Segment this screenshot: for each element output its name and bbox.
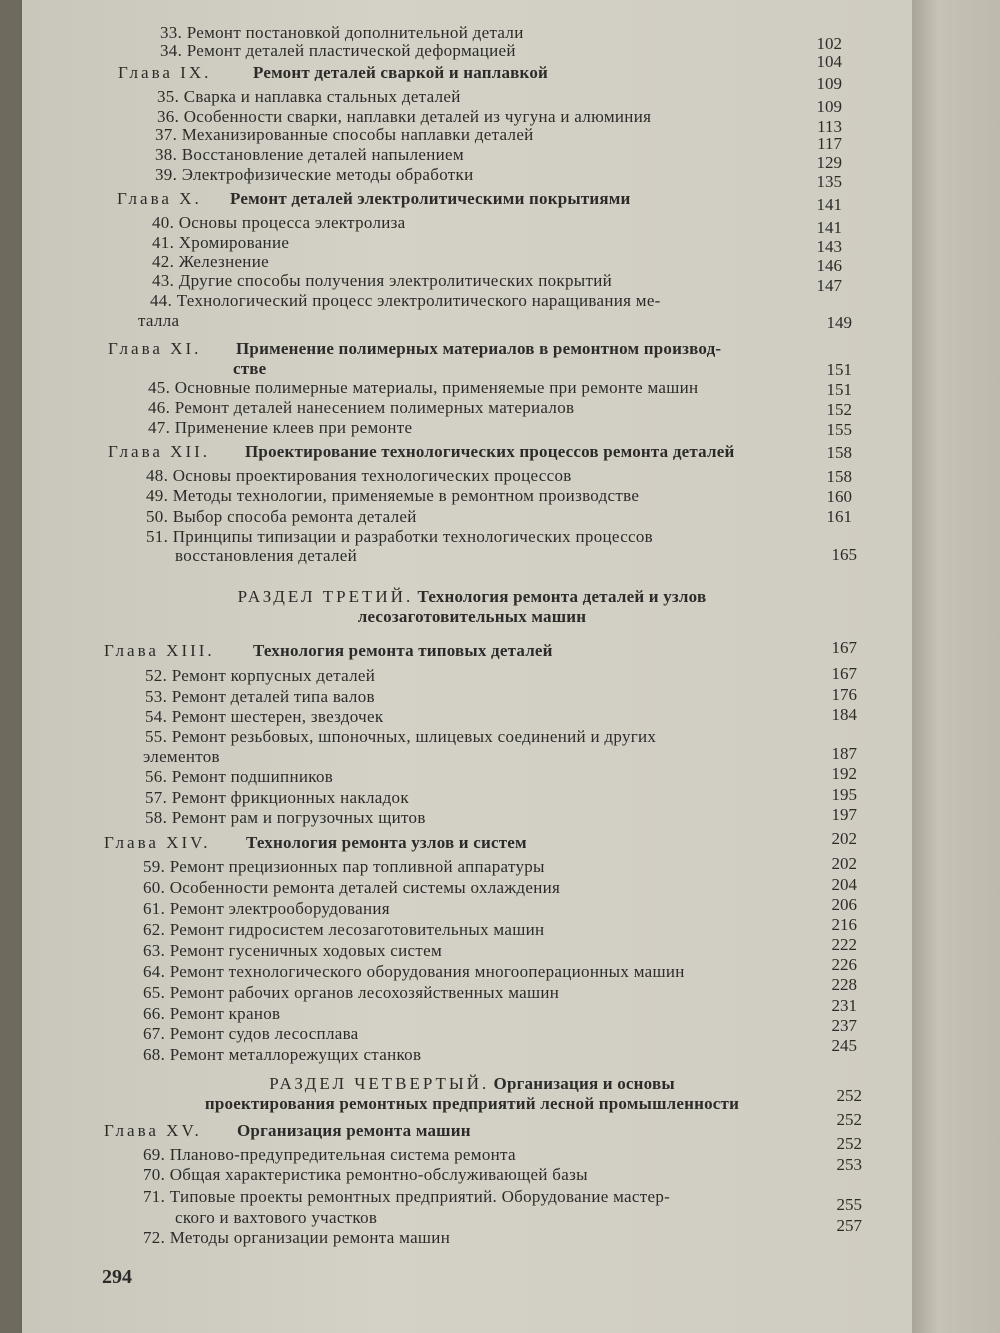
toc-entry: 34. Ремонт деталей пластической деформацией <box>160 41 516 60</box>
toc-entry: 40. Основы процесса электролиза <box>152 213 406 232</box>
toc-entry: 47. Применение клеев при ремонте <box>148 418 413 437</box>
toc-page-number: 135 <box>816 172 842 191</box>
toc-entry: 46. Ремонт деталей нанесением полимерных материалов <box>148 398 575 417</box>
toc-page-number: 155 <box>826 420 852 439</box>
toc-entry: 60. Особенности ремонта деталей системы охлаждения <box>143 878 561 897</box>
toc-page-number: 129 <box>816 153 842 172</box>
toc-entry: 69. Планово-предупредительная система ремонта <box>143 1145 516 1164</box>
toc-chapter-heading: Глава XI. Применение полимерных материалов в ремонтном производ- <box>108 339 722 358</box>
toc-entry: 59. Ремонт прецизионных пар топливной аппаратуры <box>143 857 545 876</box>
toc-entry: 53. Ремонт деталей типа валов <box>145 687 375 706</box>
toc-entry: 63. Ремонт гусеничных ходовых систем <box>143 941 443 960</box>
toc-entry: 38. Восстановление деталей напылением <box>155 145 464 164</box>
toc-entry: 58. Ремонт рам и погрузочных щитов <box>145 808 426 827</box>
toc-page-number: 158 <box>826 443 852 462</box>
section-heading: РАЗДЕЛ ТРЕТИЙ. Технология ремонта деталей и узлов <box>237 587 707 606</box>
toc-chapter-heading: Глава XIII. Технология ремонта типовых деталей <box>104 641 553 660</box>
toc-page-number: 149 <box>826 313 852 332</box>
toc-page-number: 152 <box>826 400 852 419</box>
toc-entry: 72. Методы организации ремонта машин <box>143 1228 451 1247</box>
toc-entry: 54. Ремонт шестерен, звездочек <box>145 707 384 726</box>
toc-chapter-heading: Глава IX. Ремонт деталей сваркой и наплавкой <box>118 63 549 82</box>
toc-entry: 71. Типовые проекты ремонтных предприятий. Оборудование мастер- <box>143 1187 671 1206</box>
toc-page-number: 195 <box>831 785 857 804</box>
toc-page-number: 253 <box>836 1155 862 1174</box>
toc-page-number: 167 <box>831 664 857 683</box>
toc-entry: 37. Механизированные способы наплавки деталей <box>155 125 534 144</box>
toc-entry: 62. Ремонт гидросистем лесозаготовительных машин <box>143 920 545 939</box>
toc-page-number: 216 <box>831 915 857 934</box>
toc-page-number: 231 <box>831 996 857 1015</box>
toc-page-number: 113 <box>817 117 842 136</box>
toc-entry: 48. Основы проектирования технологических процессов <box>146 466 572 485</box>
toc-chapter-heading-continuation: стве <box>233 359 267 378</box>
toc-page-number: 226 <box>831 955 857 974</box>
section-heading-line2: лесозаготовительных машин <box>357 607 587 626</box>
toc-page-number: 167 <box>831 638 857 657</box>
toc-entry: 64. Ремонт технологического оборудования многооперационных машин <box>143 962 685 981</box>
toc-page-number: 147 <box>816 276 842 295</box>
page-number: 294 <box>102 1266 132 1288</box>
toc-page-number: 102 <box>816 34 842 53</box>
toc-entry: 44. Технологический процесс электролитического наращивания ме- <box>150 291 661 310</box>
toc-page-number: 222 <box>831 935 857 954</box>
toc-page-number: 192 <box>831 764 857 783</box>
toc-entry: 68. Ремонт металлорежущих станков <box>143 1045 422 1064</box>
toc-chapter-heading: Глава XII. Проектирование технологических процессов ремонта деталей <box>108 442 735 461</box>
toc-entry: 61. Ремонт электрооборудования <box>143 899 390 918</box>
toc-entry: 39. Электрофизические методы обработки <box>155 165 474 184</box>
toc-page-number: 176 <box>831 685 857 704</box>
toc-page-number: 257 <box>836 1216 862 1235</box>
toc-page-number: 104 <box>816 52 842 71</box>
toc-page-number: 151 <box>826 360 852 379</box>
toc-entry: 51. Принципы типизации и разработки технологических процессов <box>146 527 654 546</box>
toc-page-number: 197 <box>831 805 857 824</box>
toc-page-number: 252 <box>836 1086 862 1105</box>
toc-chapter-heading: Глава X. Ремонт деталей электролитическими покрытиями <box>117 189 631 208</box>
toc-entry: 55. Ремонт резьбовых, шпоночных, шлицевых соединений и других <box>145 727 657 746</box>
section-heading: РАЗДЕЛ ЧЕТВЕРТЫЙ. Организация и основы <box>269 1074 675 1093</box>
toc-entry: 65. Ремонт рабочих органов лесохозяйственных машин <box>143 983 560 1002</box>
toc-entry: 70. Общая характеристика ремонтно-обслуживающей базы <box>143 1165 588 1184</box>
toc-page-number: 187 <box>831 744 857 763</box>
toc-entry: 36. Особенности сварки, наплавки деталей из чугуна и алюминия <box>157 107 652 126</box>
toc-page-number: 204 <box>831 875 857 894</box>
toc-page-number: 151 <box>826 380 852 399</box>
toc-page-number: 202 <box>831 829 857 848</box>
toc-entry: 35. Сварка и наплавка стальных деталей <box>157 87 461 106</box>
toc-entry: 42. Железнение <box>152 252 269 271</box>
toc-page-number: 109 <box>816 97 842 116</box>
toc-page-number: 146 <box>816 256 842 275</box>
toc-entry: 41. Хромирование <box>152 233 290 252</box>
toc-entry: 52. Ремонт корпусных деталей <box>145 666 376 685</box>
toc-page-number: 252 <box>836 1134 862 1153</box>
toc-chapter-heading: Глава XV. Организация ремонта машин <box>104 1121 471 1140</box>
toc-entry-continuation: талла <box>138 311 180 330</box>
toc-page-number: 158 <box>826 467 852 486</box>
toc-page-number: 228 <box>831 975 857 994</box>
toc-page-number: 245 <box>831 1036 857 1055</box>
toc-entry: 56. Ремонт подшипников <box>145 767 334 786</box>
toc-page-number: 206 <box>831 895 857 914</box>
toc-entry: 49. Методы технологии, применяемые в ремонтном производстве <box>146 486 640 505</box>
toc-page-number: 117 <box>817 134 842 153</box>
toc-entry: 33. Ремонт постановкой дополнительной детали <box>160 23 524 42</box>
toc-page-number: 184 <box>831 705 857 724</box>
toc-page-number: 202 <box>831 854 857 873</box>
toc-entry: 67. Ремонт судов лесосплава <box>143 1024 359 1043</box>
toc-entry: 66. Ремонт кранов <box>143 1004 281 1023</box>
toc-page-number: 161 <box>826 507 852 526</box>
section-heading-line2: проектирования ремонтных предприятий лесной промышленности <box>204 1094 740 1113</box>
toc-page-number: 255 <box>836 1195 862 1214</box>
toc-entry-continuation: ского и вахтового участков <box>175 1208 378 1227</box>
toc-page-number: 141 <box>816 218 842 237</box>
toc-entry: 43. Другие способы получения электролитических покрытий <box>152 271 613 290</box>
toc-page-number: 160 <box>826 487 852 506</box>
toc-entry: 57. Ремонт фрикционных накладок <box>145 788 409 807</box>
toc-page-number: 143 <box>816 237 842 256</box>
toc-page-number: 165 <box>831 545 857 564</box>
toc-entry: 50. Выбор способа ремонта деталей <box>146 507 417 526</box>
toc-page-number: 141 <box>816 195 842 214</box>
toc-chapter-heading: Глава XIV. Технология ремонта узлов и систем <box>104 833 527 852</box>
toc-entry-continuation: восстановления деталей <box>175 546 358 565</box>
toc-entry-continuation: элементов <box>143 747 220 766</box>
toc-page-number: 109 <box>816 74 842 93</box>
toc-page-number: 237 <box>831 1016 857 1035</box>
toc-entry: 45. Основные полимерные материалы, применяемые при ремонте машин <box>148 378 699 397</box>
toc-page-number: 252 <box>836 1110 862 1129</box>
